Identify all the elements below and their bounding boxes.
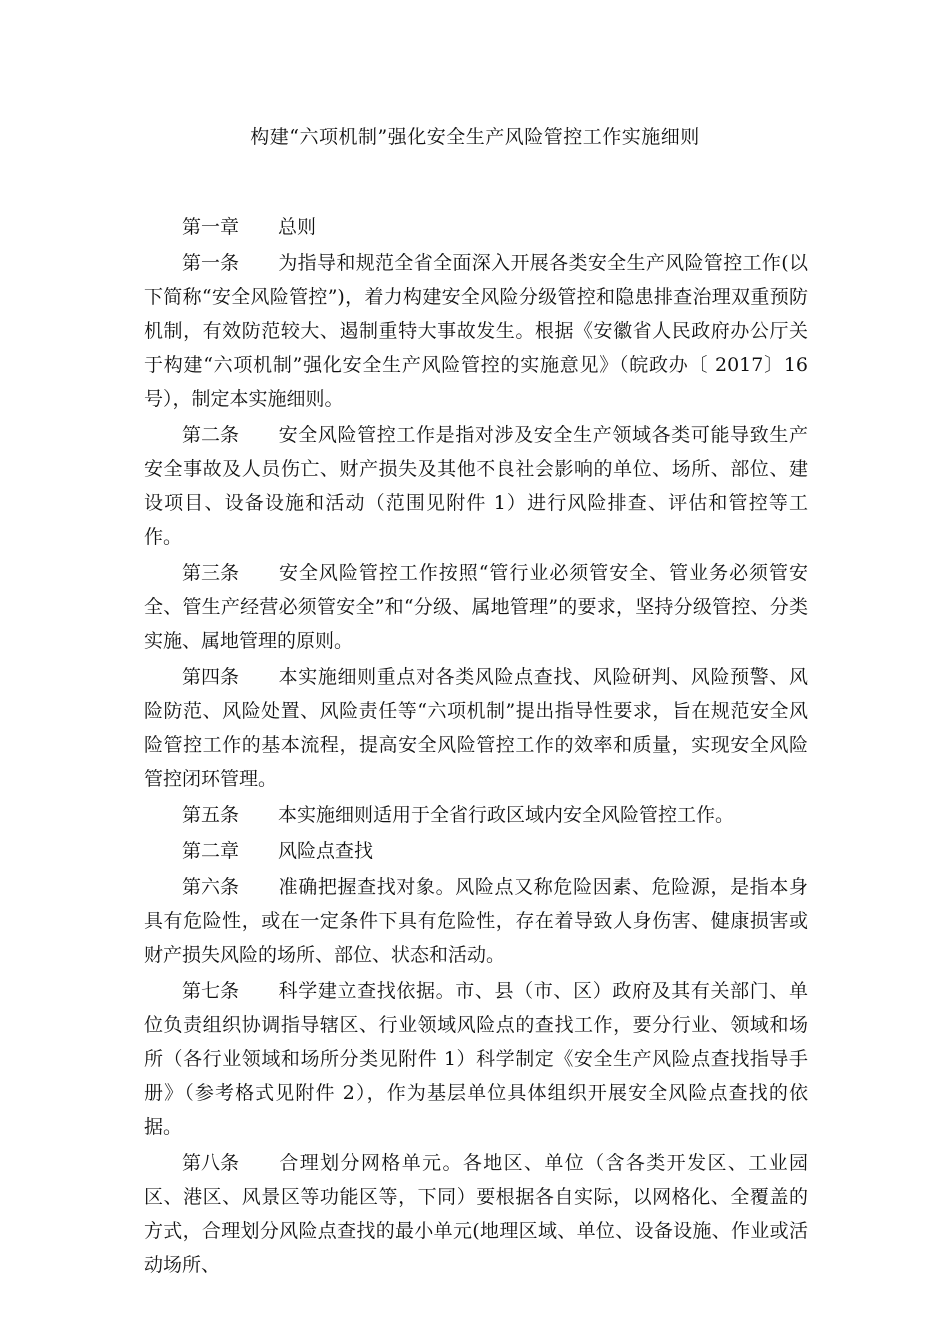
article-paragraph	[144, 798, 808, 832]
article-label: 第一条	[182, 252, 240, 274]
article-text: 本实施细则适用于全省行政区域内安全风险管控工作。	[278, 804, 735, 826]
article-paragraph	[144, 1146, 808, 1282]
chapter-heading	[144, 834, 808, 868]
article-text: 安全风险管控工作是指对涉及安全生产领域各类可能导致生产安全事故及人员伤亡、财产损失及其他不良社会影响的单位、场所、部位、建设项目、设备设施和活动（范围见附件 1）进行风险排查、评估和管控等工作。	[144, 424, 808, 548]
document-title: 构建“六项机制”强化安全生产风险管控工作实施细则	[250, 126, 700, 148]
article-label: 第三条	[182, 562, 240, 584]
article-text: 准确把握查找对象。风险点又称危险因素、危险源，是指本身具有危险性，或在一定条件下具有危险性，存在着导致人身伤害、健康损害或财产损失风险的场所、部位、状态和活动。	[144, 876, 808, 966]
chapter-heading	[144, 210, 808, 244]
chapter-label: 第二章	[182, 840, 240, 862]
article-label: 第五条	[182, 804, 240, 826]
article-label: 第八条	[182, 1152, 240, 1174]
article-text: 为指导和规范全省全面深入开展各类安全生产风险管控工作(以下简称“安全风险管控”)，着力构建安全风险分级管控和隐患排查治理双重预防机制，有效防范较大、遏制重特大事故发生。根据《安徽省人民政府办公厅关于构建“六项机制”强化安全生产风险管控的实施意见》（皖政办〔 2017〕16号），制定本实施细则。	[144, 252, 808, 410]
article-paragraph	[144, 246, 808, 416]
article-text: 安全风险管控工作按照“管行业必须管安全、管业务必须管安全、管生产经营必须管安全”和“分级、属地管理”的要求，坚持分级管控、分类实施、属地管理的原则。	[144, 562, 808, 652]
article-text: 合理划分网格单元。各地区、单位（含各类开发区、工业园区、港区、风景区等功能区等，下同）要根据各自实际，以网格化、全覆盖的方式，合理划分风险点查找的最小单元(地理区域、单位、设备设施、作业或活动场所、	[144, 1152, 808, 1276]
article-paragraph	[144, 556, 808, 658]
article-text: 科学建立查找依据。市、县（市、区）政府及其有关部门、单位负责组织协调指导辖区、行业领域风险点的查找工作，要分行业、领域和场所（各行业领域和场所分类见附件 1）科学制定《安全生产风险点查找指导手册》（参考格式见附件 2），作为基层单位具体组织开展安全风险点查找的依据。	[144, 980, 808, 1138]
article-label: 第二条	[182, 424, 240, 446]
article-paragraph	[144, 660, 808, 796]
article-paragraph	[144, 418, 808, 554]
article-label: 第四条	[182, 666, 240, 688]
chapter-title: 风险点查找	[278, 840, 374, 862]
article-label: 第七条	[182, 980, 240, 1002]
chapter-title: 总则	[278, 216, 317, 238]
article-paragraph	[144, 870, 808, 972]
chapter-label: 第一章	[182, 216, 240, 238]
article-paragraph	[144, 974, 808, 1144]
document-body	[144, 210, 808, 1284]
article-label: 第六条	[182, 876, 240, 898]
article-text: 本实施细则重点对各类风险点查找、风险研判、风险预警、风险防范、风险处置、风险责任等“六项机制”提出指导性要求，旨在规范安全风险管控工作的基本流程，提高安全风险管控工作的效率和质量，实现安全风险管控闭环管理。	[144, 666, 808, 790]
